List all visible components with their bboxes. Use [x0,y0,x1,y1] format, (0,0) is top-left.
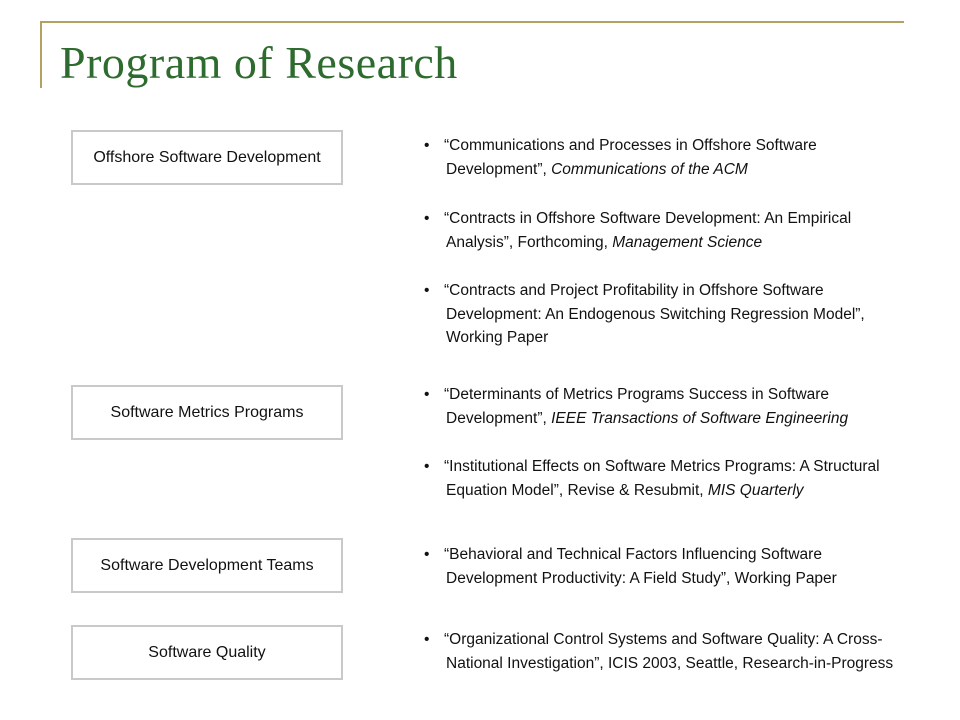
reference-line: Development”, [446,409,552,427]
reference-line: “Institutional Effects on Software Metrics Programs: A Structural [444,458,880,475]
reference-line: “Determinants of Metrics Programs Success in Software [444,386,830,403]
slide-title: Program of Research [60,37,458,88]
reference-venue: IEEE Transactions of Software Engineering [551,409,849,427]
bullet-marker: • [424,386,430,403]
reference-line: “Behavioral and Technical Factors Influencing Software [444,546,822,563]
reference-line: Equation Model”, Revise & Resubmit, [446,481,708,499]
bullet-marker: • [424,546,430,563]
reference-line: Analysis”, Forthcoming, [446,233,613,251]
reference-venue: MIS Quarterly [707,481,804,499]
bullet-marker: • [424,210,430,227]
reference-line: “Contracts and Project Profitability in Offshore Software [444,282,824,299]
bullet-marker: • [424,282,430,299]
reference-line: “Organizational Control Systems and Software Quality: A Cross- [444,631,883,648]
reference-item [424,543,944,590]
reference-item [424,279,944,350]
reference-item [424,628,944,675]
topic-box-quality: Software Quality [71,625,343,680]
reference-line: Working Paper [446,329,549,346]
title-top-rule [40,21,904,23]
bullet-marker: • [424,137,430,154]
reference-venue: Management Science [612,233,763,251]
reference-item [424,134,944,181]
reference-line: “Contracts in Offshore Software Development: An Empirical [444,210,852,227]
topic-box-offshore: Offshore Software Development [71,130,343,185]
topic-box-teams: Software Development Teams [71,538,343,593]
reference-line: National Investigation”, ICIS 2003, Seattle, Research-in-Progress [446,654,894,672]
reference-venue: Communications of the ACM [551,160,748,178]
bullet-marker: • [424,631,430,648]
title-left-rule [40,21,42,88]
reference-line: Development Productivity: A Field Study”, Working Paper [446,569,837,587]
reference-line: “Communications and Processes in Offshore Software [444,137,817,154]
reference-item [424,455,944,502]
reference-item [424,383,944,430]
reference-line: Development”, [446,160,552,178]
reference-item [424,207,944,254]
topic-box-metrics: Software Metrics Programs [71,385,343,440]
bullet-marker: • [424,458,430,475]
reference-line: Development: An Endogenous Switching Regression Model”, [446,305,865,323]
